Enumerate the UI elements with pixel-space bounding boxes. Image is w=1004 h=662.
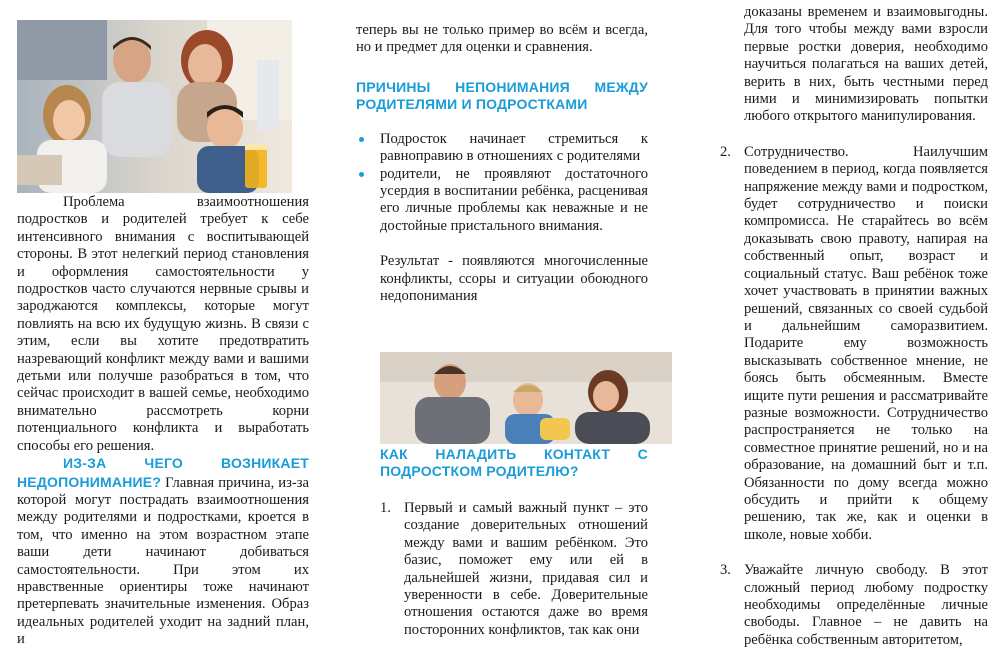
column-2-lower: [380, 446, 648, 639]
causes-heading: ПРИЧИНЫ НЕПОНИМАНИЯ МЕЖДУ РОДИТЕЛЯМИ И ПОДРОСТКАМИ: [356, 78, 648, 112]
family-photo: [17, 20, 292, 193]
list-item: [380, 500, 648, 639]
parents-scolding-photo: [380, 352, 672, 444]
column-3: [720, 4, 988, 649]
item-number: 2.: [720, 143, 731, 160]
col3-top-text: доказаны временем и взаимовыгодны. Для того чтобы между вами взросли первые ростки доверия, необходимо научиться полагаться на ваших детей, верить в них, быть честными перед ними и минимизировать попытки любого открытого манипулирования.: [744, 4, 988, 125]
misunderstanding-heading: ИЗ-ЗА ЧЕГО ВОЗНИКАЕТ НЕДОПОНИМАНИЕ?: [17, 455, 309, 490]
parents-scolding-illustration: [380, 352, 672, 444]
column-1: [17, 194, 309, 649]
misunderstanding-text: Главная причина, из-за которой могут пострадать взаимоотношения между родителями и подростками, кроется в том, что именно на этом возрастном этапе ваши дети начинают добиваться самостоятельности. При этом их нравственные ориентиры тоже начинают претерпевать значительные изменения. Образ идеальных родителей уходит на задний план, и: [17, 474, 309, 648]
item-text: Первый и самый важный пункт – это создание доверительных отношений между вами и вашим ребёнком. Это базис, поможет ему или ей в дальнейшей жизни, придавая сил и уверенности в себе. Доверительные отношения остаются даже во время посторонних конфликтов, так как они: [404, 500, 648, 638]
misunderstanding-paragraph: [17, 455, 309, 648]
list-item: родители, не проявляют достаточного усердия в воспитании ребёнка, расценивая его личные проблемы как неважные и не достойные пристального внимания.: [356, 166, 648, 236]
family-photo-illustration: [17, 20, 292, 193]
causes-list: [356, 131, 648, 235]
result-text: Результат - появляются многочисленные конфликты, ссоры и ситуации обоюдного недопонимания: [380, 253, 648, 305]
item-number: 1.: [380, 500, 391, 516]
list-item: [720, 562, 988, 649]
item-text: Сотрудничество. Наилучшим поведением в период, когда появляется напряжение между вами и подростком, будет сотрудничество и поиски компромисса. Не старайтесь во всём доказывать свою правоту, напирая на собственный опыт, возраст и социальный статус. Ваш ребёнок тоже хочет участвовать в принятии важных решений, связанных со своей судьбой и дальнейшим саморазвитием. Подарите ему возможность высказывать собственное мнение, не боясь быть обсмеянным. Вместе ищите пути решения и рассматривайте разные возможности. Сотрудничество распространяется не только на совместное принятие решений, но и на образование, на домашний быт и т.п. Обязанности по дому всегда можно обсудить и прийти к общему решению, так же, как и оценки в школе, новые хобби.: [744, 143, 988, 543]
intro-paragraph: Проблема взаимоотношения подростков и родителей требует к себе интенсивного внимания с воспитывающей стороны. В этот нелегкий период становления и оформления самостоятельности у подростков часто случаются нервные срывы и зароджаются комплексы, которые могут повлиять на всю их будущую жизнь. В связи с этим, если вы хотите предотвратить назревающий конфликт между вами и вашими детьми или получше разобраться в том, что сейчас происходит в вашей семье, необходимо внимательно рассмотреть корни потенциального конфликта и выработать способы его решения.: [17, 194, 309, 454]
list-item: [720, 144, 988, 544]
contact-heading: КАК НАЛАДИТЬ КОНТАКТ С ПОДРОСТКОМ РОДИТЕЛЮ?: [380, 446, 648, 479]
column-2: [356, 22, 648, 305]
item-number: 3.: [720, 562, 731, 579]
col2-top-text: теперь вы не только пример во всём и всегда, но и предмет для оценки и сравнения.: [356, 22, 648, 56]
list-item: Подросток начинает стремиться к равноправию в отношениях с родителями: [356, 131, 648, 166]
item-text: Уважайте личную свободу. В этот сложный период любому подростку необходимы определённые личные свободы. Главное – не давить на ребёнка собственным авторитетом,: [744, 562, 988, 648]
